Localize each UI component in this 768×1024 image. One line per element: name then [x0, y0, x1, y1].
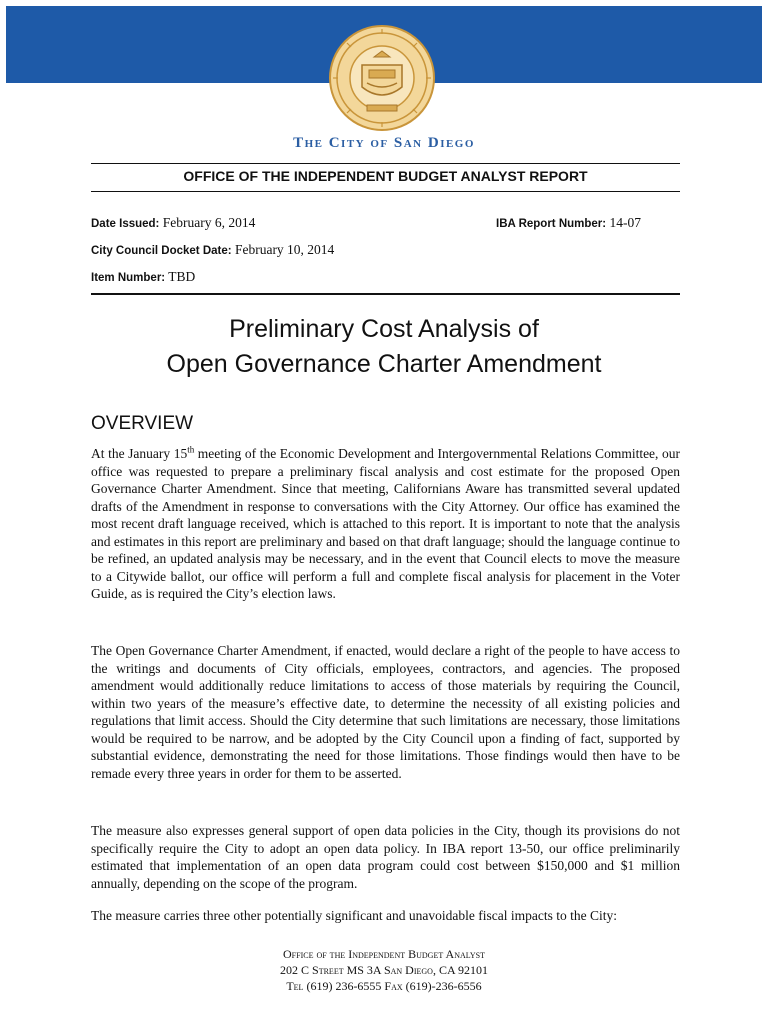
report-number — [496, 215, 641, 231]
overview-p1-start: At the January 15 — [91, 446, 188, 461]
header-rule-bottom — [91, 191, 680, 192]
overview-paragraph-3: The measure also expresses general support of open data policies in the City, though its provisions do not specifically require the City to adopt an open data policy. In IBA report 13-50, our office preliminarily estimated that implementation of an open data program could cost between $150,000 and $1 million annually, depending on the scope of the program. — [91, 823, 680, 891]
date-issued — [91, 215, 255, 231]
item-number — [91, 269, 195, 285]
item-number-value: TBD — [168, 269, 196, 284]
footer-office: Office of the Independent Budget Analyst — [283, 947, 485, 961]
footer-phone: Tel (619) 236-6555 Fax (619)-236-6556 — [286, 979, 482, 993]
report-number-label: IBA Report Number: — [496, 218, 607, 230]
footer-address: 202 C Street MS 3A San Diego, CA 92101 — [280, 963, 488, 977]
report-title-line1: Preliminary Cost Analysis of — [229, 315, 539, 343]
overview-paragraph-1 — [91, 445, 680, 603]
item-number-label: Item Number: — [91, 272, 166, 284]
city-title: The City of San Diego — [293, 135, 475, 151]
report-title-line2: Open Governance Charter Amendment — [166, 350, 602, 378]
meta-rule — [91, 293, 680, 295]
overview-paragraph-2: The Open Governance Charter Amendment, if enacted, would declare a right of the people to have access to the writings and documents of City officials, employees, contractors, and agencies. The proposed amendment would additionally reduce limitations to access of those materials by requiring the Council, within two years of the measure’s effective date, to determine the necessity of all existing policies and regulations that limit access. Should the City determine that such limitations are necessary, those limitations would be required to be narrow, and be adopted by the City Council upon a finding of fact, supported by substantial evidence, demonstrating the need for those limitations. Those findings would then have to be remade every three years in order for them to be asserted. — [91, 643, 680, 781]
docket-date-label: City Council Docket Date: — [91, 245, 232, 257]
city-seal-icon — [329, 25, 435, 131]
date-issued-label: Date Issued: — [91, 218, 160, 230]
report-number-value: 14-07 — [609, 215, 641, 230]
overview-p1-sup: th — [187, 444, 195, 455]
office-header: OFFICE OF THE INDEPENDENT BUDGET ANALYST REPORT — [183, 168, 588, 184]
overview-paragraph-4: The measure carries three other potentially significant and unavoidable fiscal impacts to the City: — [91, 908, 617, 923]
report-title — [0, 312, 768, 382]
docket-date-value: February 10, 2014 — [234, 242, 335, 257]
footer — [0, 946, 768, 994]
overview-p1-rest: meeting of the Economic Development and Intergovernmental Relations Committee, our office was requested to prepare a preliminary fiscal analysis and cost estimate for the proposed Open Governance Charter Amendment. Since that meeting, Californians Aware has transmitted several updated drafts of the Amendment in response to conversations with the City Attorney. Our office has examined the most recent draft language received, which is attached to this report. It is important to note that the analysis and estimates in this report are preliminary and based on that draft language; should the language continue to be refined, an updated analysis may be necessary, and in the event that Council elects to move the measure to a Citywide ballot, our office will perform a full and complete fiscal analysis for placement in the Voter Guide, as is required the City’s election laws. — [91, 446, 680, 601]
docket-date — [91, 242, 334, 258]
header-rule-top — [91, 163, 680, 164]
date-issued-value: February 6, 2014 — [162, 215, 256, 230]
overview-heading: OVERVIEW — [91, 413, 194, 434]
